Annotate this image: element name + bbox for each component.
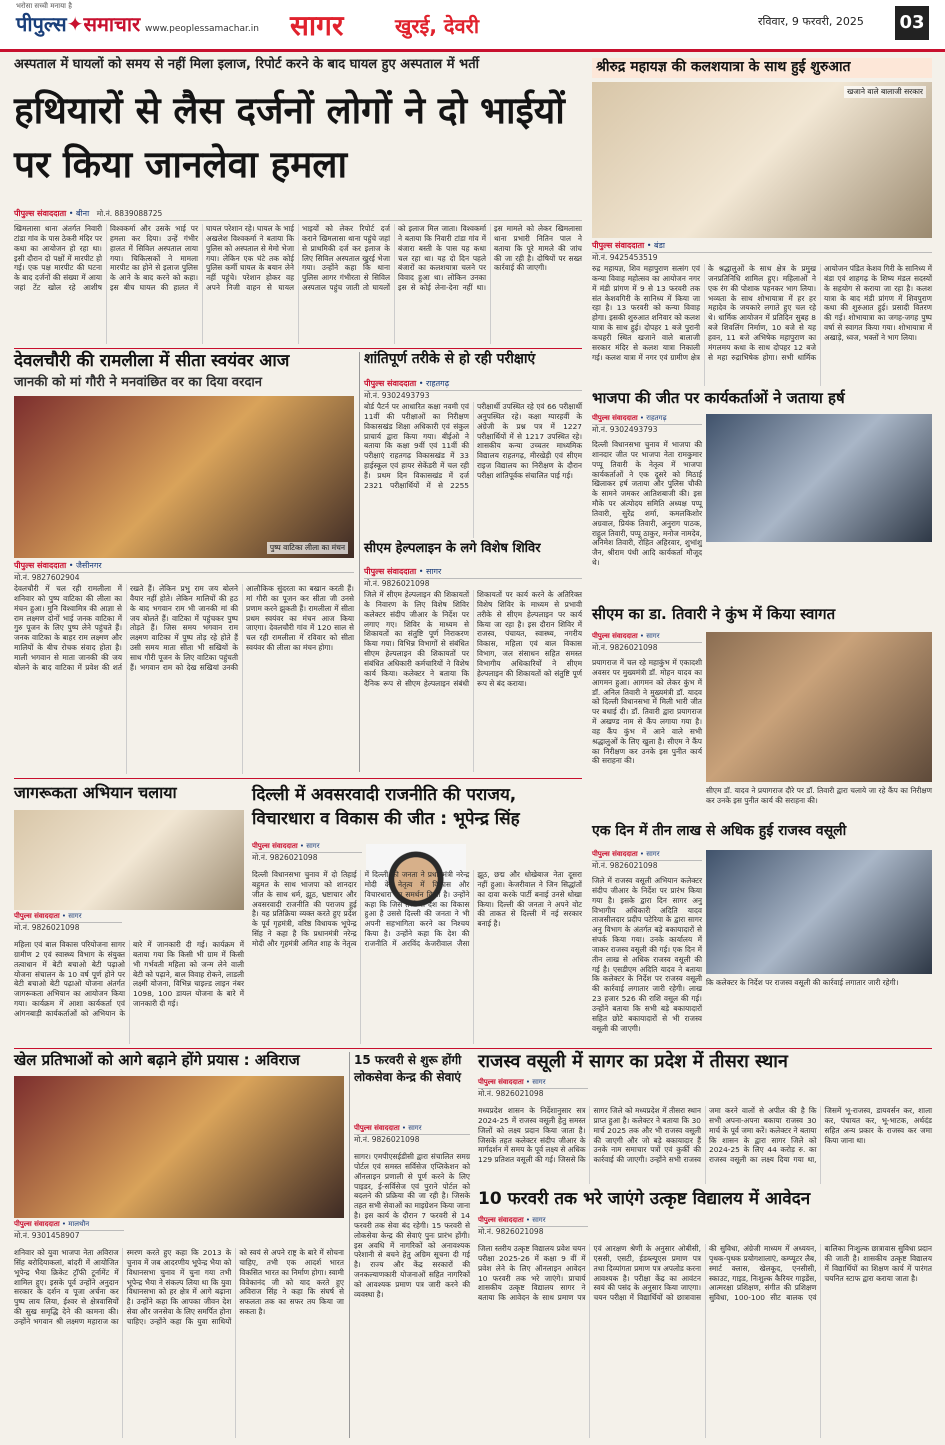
reporter-name: पीपुल्स संवाददाता: [592, 241, 645, 250]
divider: [14, 348, 582, 349]
helpline-byline: पीपुल्स संवाददाता • सागर मो.नं. 9826021098: [364, 566, 582, 588]
kumbh-headline-wrap: [592, 606, 932, 628]
exams-headline-wrap: [364, 352, 582, 376]
brand-part-a: पीपुल्स: [16, 12, 67, 36]
ramleela-photo-caption: पुष्प वाटिका लीला का मंचन: [267, 542, 348, 554]
sports-body: शनिवार को युवा भाजपा नेता अविराज सिंह बरोदियाकलां, बांदरी में आयोजित भूपेन्द्र भैया क्रिकेट ट्रॉफी टूर्नामेंट में शामिल हुए। इसके पूर्व उन्होंने अनुदान सरकार के दर्शन व पूजा अर्चना कर पुष्प लाय लिया, ईश्वर से क्षेत्रवासियों की सुख समृद्धि देने की कामना की। उन्होंने भगवान श्री लक्ष्मण महाराज का स्मरण करते हुए कहा कि 2013 के चुनाव में जब आदरणीय भूपेन्द्र भैया को विधानसभा चुनाव में चुना गया तभी भूपेन्द्र भैया ने संकल्प लिया था कि युवा विधानसभा को हर क्षेत्र में आगे बढ़ाना है। उन्होंने कहा कि आपका जीवन देश सेवा और जनसेवा के लिए समर्पित होना चाहिए। उन्होंने कहा कि युवा साथियों को स्वयं से अपने राष्ट्र के बारे में सोचना चाहिए, तभी एक आदर्श भारत विकसित भारत का निर्माण होगा। स्वामी विवेकानंद जी को याद करते हुए अविराज सिंह ने कहा कि संघर्ष से सफलता तक का सफर तय किया जा सकता है।: [14, 1248, 344, 1326]
bjp-byline: पीपुल्स संवाददाता • राहतगढ़ मो.नं. 9302493793: [592, 414, 702, 438]
divider: [14, 778, 582, 779]
reporter-mobile: मो.नं. 9826021098: [14, 923, 80, 932]
edition-subcity: खुरई, देवरी: [395, 14, 480, 38]
lead-body: खिमलासा थाना अंतर्गत निवारी टांडा गांव के पास ठेकरी मंदिर पर कथा का आयोजन हो रहा था। इसी दौरान दो पक्षों में मारपीट हो गई। एक पक्ष मारपीट की घटना के बाद दर्जनों की संख्या में आया जहां टेंट खोल रहे आशीष विश्वकर्मा और उसके भाई पर हमला कर दिया। उन्हें गंभीर हालत में सिविल अस्पताल लाया गया। चिकित्सकों ने मामला मारपीट का होने से इलाज पुलिस के आने के बाद करने को कहा। इस बीच घायल की हालत में घायल परेशान रहे। घायल के भाई अखलेश विश्वकर्मा ने बताया कि पुलिस को अस्पताल से मेमो भेजा गया। लेकिन एक घंटे तक कोई पुलिस कर्मी घायल के बयान लेने नहीं पहुंचे। परेशान होकर वह अपने निजी वाहन से घायल भाइयों को लेकर रिपोर्ट दर्ज कराने खिमलासा थाना पहुंचे जहां से प्राथमिकी दर्ज कर इलाज के लिए सिविल अस्पताल खुरई भेजा गया। उन्होंने कहा कि थाना पुलिस आगर गंभीरता से सिविल अस्पताल पहुंच जाती तो घायलों को इलाज मिल जाता। विश्वकर्मा ने बताया कि निवारी टांडा गांव में बंजारा बस्ती के पास यह कथा चल रहा था। यह दो दिन पहले बंजारों का कलशयात्रा चलने पर विवाद हुआ था। लोकिन उनका इस से कोई लेना-देना नहीं था। इस मामले को लेकर खिमलासा थाना प्रभारी नितिन पाल ने बताया कि पूरे मामले की जांच की जा रही है। दोषियों पर सख्त कार्रवाई की जाएगी।: [14, 224, 582, 293]
revenue-rank-headline-wrap: [478, 1052, 932, 1076]
lokseva-byline: पीपुल्स संवाददाता • सागर मो.नं. 9826021098: [354, 1124, 470, 1150]
revenue-byline: पीपुल्स संवाददाता • सागर मो.नं. 9826021098: [592, 850, 702, 874]
ramleela-byline: पीपुल्स संवाददाता • जैसीनगर मो.नं. 9827602904: [14, 560, 354, 582]
dateline-place: सागर: [68, 912, 82, 920]
column-rule: [349, 1052, 350, 1438]
bjp-headline[interactable]: भाजपा की जीत पर कार्यकर्ताओं ने जताया हर्ष: [592, 389, 845, 407]
reporter-name: पीपुल्स संवाददाता: [592, 414, 638, 422]
reporter-mobile: मो.नं. 9826021098: [592, 861, 658, 870]
reporter-mobile: मो.नं. 9826021098: [252, 853, 318, 862]
lokseva-headline[interactable]: 15 फरवरी से शुरू होंगी लोकसेवा केन्द्र की सेवाएं: [354, 1053, 462, 1084]
bjp-photo: [706, 414, 932, 542]
revenue-photo-caption: कि कलेक्टर के निर्देश पर राजस्व वसूली की कार्रवाई लगातार जारी रहेगी।: [706, 978, 899, 987]
kalash-headline[interactable]: श्रीरुद्र महायज्ञ की कलशयात्रा के साथ हुई शुरुआत: [596, 59, 851, 75]
reporter-name: पीपुल्स संवाददाता: [478, 1078, 524, 1086]
page-number: 03: [895, 6, 929, 40]
reporter-name: पीपुल्स संवाददाता: [354, 1124, 400, 1132]
sports-photo: [14, 1076, 344, 1218]
kalash-photo: [592, 82, 932, 238]
delhi-headline[interactable]: दिल्ली में अवसरवादी राजनीति की पराजय, विचारधारा व विकास की जीत : भूपेन्द्र सिंह: [252, 785, 520, 829]
kumbh-photo-caption: सीएम डॉ. यादव ने प्रयागराज दौरे पर डॉ. तिवारी द्वारा चलाये जा रहे कैंप का निरीक्षण कर उनके इस पुनीत कार्य की सराहना की।: [706, 786, 932, 805]
dateline-place: सागर: [532, 1078, 546, 1086]
ramleela-deck: जानकी को मां गौरी ने मनवांछित वर का दिया वरदान: [14, 375, 262, 390]
reporter-mobile: मो.नं. 9301458907: [14, 1231, 80, 1240]
sports-byline: पीपुल्स संवाददाता • मालथौन मो.नं. 9301458907: [14, 1220, 124, 1246]
brand-divider-icon: ✦: [66, 12, 84, 36]
reporter-name: पीपुल्स संवाददाता: [14, 912, 60, 920]
ramleela-headline-wrap: [14, 352, 354, 374]
revenue-photo: [706, 850, 932, 974]
lead-kicker-wrap: [14, 58, 582, 80]
ramleela-photo: [14, 396, 354, 558]
ramleela-deck-wrap: [14, 376, 354, 392]
delhi-headline-wrap: [252, 784, 582, 840]
dateline-place: सागर: [532, 1216, 546, 1224]
dateline-place: सागर: [426, 567, 442, 576]
kalash-body: रुद्र महायज्ञ, शिव महापुराण सत्संग एवं कन्या विवाह महोत्सव का आयोजन नगर में मंडी प्रांगण में 9 से 13 फरवरी तक संत केशवगिरी के सानिध्य में किया जा रहा है। 13 फरवरी को कन्या विवाह होगा। इसकी शुरुआत शनिवार को कलश यात्रा के साथ हुई। दोपहर 1 बजे पुरानी कचहरी स्थित खजाने वाले बालाजी सरकार मंदिर से कलश यात्रा निकाली गई। कलश यात्रा में नगर एवं ग्रामीण क्षेत्र के श्रद्धालुओं के साथ क्षेत्र के प्रमुख जनप्रतिनिधि शामिल हुए। महिलाओं ने एक रंग की पोशाक पहनकर भाग लिया। भव्यता के साथ शोभायात्रा में हर हर महादेव के जयकारे लगाते हुए चल रहे थे। धार्मिक आयोजन में प्रतिदिन सुबह 8 बजे शिवलिंग निर्माण, 10 बजे से यह हवन, 11 बजे अभिषेक महापुराण का मंगलमय कथा के साथ दोपहर 12 बजे से महा रुद्राभिषेक होगा। सभी धार्मिक आयोजन पंडित केशव गिरी के सानिध्य में बंडा एवं शाहगढ़ के शिष्य मंडल सदस्यों के सहयोग से कराया जा रहा है। कलश यात्रा के बाद मंडी प्रांगण में शिवपुराण कथा की शुरुआत हुई। प्रसादी वितरण की गई। शोभायात्रा का जगह-जगह पुष्प वर्षा से स्वागत किया गया। शोभायात्रा में अखाड़े, ध्वज, भक्तों ने भाग लिया।: [592, 264, 932, 362]
reporter-mobile: मो.नं. 9302493793: [592, 425, 658, 434]
schools-headline-wrap: [478, 1190, 932, 1214]
delhi-byline: पीपुल्स संवाददाता • सागर मो.नं. 9826021098: [252, 842, 362, 868]
sports-headline[interactable]: खेल प्रतिभाओं को आगे बढ़ाने होंगे प्रयास : अविराज: [14, 1051, 300, 1069]
lokseva-body: सागर। एमपीएसईडीसी द्वारा संचालित समग्र पोर्टल एवं समस्त सर्विसेज एप्लिकेशन को ऑनलाइन प्रणाली से पूर्ण करने के लिए पाइडर, ई-सर्विसेज एवं पुराने पोर्टल को बदलने की प्रक्रिया की जा रही है। जिसके तहत सभी सेवाओं का माइग्रेशन किया जाना है। इस कार्य के दौरान 7 फरवरी से 14 फरवरी तक सेवा बंद रहेगी। 15 फरवरी से लोकसेवा केन्द्र की सेवाएं पुनः प्रारंभ होंगी। इस अवधि में नागरिकों को अनावश्यक परेशानी से बचने हेतु अग्रिम सूचना दी गई है। राज्य और केंद्र सरकारों की जनकल्याणकारी योजनाओं सहित नागरिकों को आवश्यक प्रमाण पत्र जारी करने की व्यवस्था है।: [354, 1152, 470, 1299]
exams-body: बोर्ड पैटर्न पर आधारित कक्षा नवमी एवं 11वीं की परीक्षाओं का निरीक्षण विकासखंड शिक्षा अधिकारी एवं संकुल प्राचार्य द्वारा किया गया। बीईओ ने बताया कि कक्षा 9वीं एवं 11वीं की परीक्षाएं राहतगढ़ विकासखंड में 33 हाईस्कूल एवं हायर सेकेंडरी में चल रही हैं। प्रथम दिन विकासखंड में दर्ज 2321 परीक्षार्थियों में से 2255 परीक्षार्थी उपस्थित रहे एवं 66 परीक्षार्थी अनुपस्थित रहे। कक्षा ग्यारहवीं के अंग्रेजी के प्रश्न पत्र में 1227 परीक्षार्थियों में से 1217 उपस्थित रहे। शासकीय कन्या उच्चतर माध्यमिक विद्यालय राहतगढ़, मीरखेड़ी एवं सीएम राइज विद्यालय का निरीक्षण के दौरान परीक्षा शांतिपूर्वक संचालित पाई गई।: [364, 402, 582, 490]
dateline-place: राहतगढ़: [426, 379, 450, 388]
newspaper-logo[interactable]: [16, 10, 140, 37]
revenue-rank-byline: पीपुल्स संवाददाता • सागर मो.नं. 9826021098: [478, 1078, 588, 1104]
sports-headline-wrap: [14, 1052, 344, 1074]
helpline-body: जिले में सीएम हेल्पलाइन की शिकायतों के निवारण के लिए विशेष शिविर कलेक्टर संदीप जीआर के निर्देश पर लगाए गए। शिविर के माध्यम से शिकायतों का संतुष्टि पूर्ण निराकरण किया गया। विभिन्न विभागों से संबंधित सीएम हेल्पलाइन की शिकायतों पर संबंधित अधिकारी कर्मचारियों ने विशेष कार्य किया। कलेक्टर ने बताया कि दैनिक रूप से सीएम हेल्पलाइन संबंधी शिकायतों पर कार्य करने के अतिरिक्त विशेष शिविर के माध्यम से प्रभावी तरीके से सीएम हेल्पलाइन पर कार्य किया जा रहा है। इस दौरान शिविर में राजस्व, पंचायत, स्वास्थ्य, नगरीय विकास, महिला एवं बाल विकास विभाग, जल संसाधन सहित समस्त विभागीय अधिकारियों ने सीएम हेल्पलाइन की शिकायतों को संतुष्टि पूर्ण रूप से बंद कराया।: [364, 590, 582, 688]
reporter-name: पीपुल्स संवाददाता: [252, 842, 298, 850]
dateline-place: बीना: [76, 209, 90, 218]
kumbh-photo: [706, 632, 932, 782]
lead-headline-wrap: [14, 84, 582, 202]
schools-headline[interactable]: 10 फरवरी तक भरे जाएंगे उत्कृष्ट विद्यालय में आवेदन: [478, 1189, 811, 1209]
lead-kicker: अस्पताल में घायलों को समय से नहीं मिला इलाज, रिपोर्ट करने के बाद घायल हुए अस्पताल में भर्ती: [14, 57, 479, 72]
lead-headline[interactable]: हथियारों से लैस दर्जनों लोगों ने दो भाईयों पर किया जानलेवा हमला: [14, 89, 565, 186]
reporter-name: पीपुल्स संवाददाता: [592, 850, 638, 858]
exams-headline[interactable]: शांतिपूर्ण तरीके से हो रही परीक्षाएं: [364, 351, 536, 367]
issue-date: रविवार, 9 फरवरी, 2025: [758, 15, 864, 28]
kalash-headline-wrap: [592, 58, 932, 78]
exams-byline: पीपुल्स संवाददाता • राहतगढ़ मो.नं. 9302493793: [364, 378, 582, 400]
dateline-place: मालथौन: [68, 1220, 90, 1228]
ramleela-body: देवलचौरी में चल रही रामलीला में शनिवार को पुष्प वाटिका की लीला का मंचन हुआ। मुनि विश्वामित्र की आज्ञा से राम लक्ष्मण दोनों भाई जनक वाटिका में गुरु पूजन के लिए पुष्प लेने पहुंचते हैं। जनक वाटिका के बाहर राम लक्ष्मण और मालियों के बीच रोचक संवाद होता है। माली भगवान से माता जानकी की जय बोलने के बाद वाटिका में प्रवेश की शर्त रखते हैं। लेकिन प्रभु राम जय बोलने वैयार नहीं होते। लेकिन मालियों की हठ के बाद भगवान राम भी जानकी मां की जय बोलते हैं। वाटिका में पहुंचकर पुष्प तोड़ते हैं। जिस समय भगवान राम लक्ष्मण वाटिका में पुष्प तोड़ रहे होते हैं उसी समय माता सीता भी सखियों के साथ गौरी पूजन के लिए वाटिका पहुंचती हैं। भगवान राम को देख सखियां उनकी आलौकिक सुंदरता का बखान करती हैं। मां गौरी का पूजन कर सीता जी उनसे प्रणाम करने झुकती हैं। रामलीला में सीता प्रथम स्वयंवर का मंचन आज किया जाएगा। देवलचौरी गांव में 120 साल से चल रही रामलीला में रविवार को सीता स्वयंवर की लीला का मंचन होगा।: [14, 584, 354, 672]
awareness-photo: [14, 810, 244, 910]
reporter-mobile: मो.नं. 9826021098: [364, 579, 430, 588]
dateline-place: सागर: [408, 1124, 422, 1132]
lokseva-headline-wrap: [354, 1052, 470, 1122]
dateline-place: सागर: [646, 632, 660, 640]
reporter-name: पीपुल्स संवाददाता: [14, 1220, 60, 1228]
awareness-headline[interactable]: जागरूकता अभियान चलाया: [14, 783, 177, 802]
kumbh-body: प्रयागराज में चल रहे महाकुंभ में एकादशी अवसर पर मुख्यमंत्री डॉ. मोहन यादव का आगमन हुआ। आगमन को लेकर कुंभ में डॉ. अनिल तिवारी ने मुख्यमंत्री डॉ. यादव को दिल्ली विधानसभा में मिली भारी जीत पर बधाई दी। डॉ. तिवारी द्वारा प्रयागराज में अखण्ड नाम से कैंप लगाया गया है। वह कैंप कुंभ में आने वाले सभी श्रद्धालुओं के लिए खुला है। सीएम ने कैंप का निरीक्षण कर उनके इस पुनीत कार्य की सराहना की।: [592, 658, 702, 766]
site-url[interactable]: www.peoplessamachar.in: [145, 24, 259, 34]
reporter-mobile: मो.नं. 9826021098: [478, 1089, 544, 1098]
awareness-body: महिला एवं बाल विकास परियोजना सागर ग्रामीण 2 एवं स्वास्थ्य विभाग के संयुक्त तत्वाधान में बेटी बचाओ बेटी पढ़ाओ योजना संचालन के 10 वर्ष पूर्ण होने पर बेटी बचाओ बेटी पढ़ाओ योजना अंतर्गत जागरूकता अभियान का आयोजन किया गया। कार्यक्रम में आशा कार्यकर्ता एवं आंगनबाड़ी कार्यकर्ताओं को अभियान के बारे में जानकारी दी गई। कार्यक्रम में बताया गया कि किसी भी ग्राम में किसी भी गर्भवती महिला को जन्म लेने वाली बेटी को पढ़ाने, बाल विवाह रोकने, लाडली लक्ष्मी योजना, विभिन्न चाइल्ड लाइन नंबर 1098, 100 डायल योजना के बारे में जानकारी दी गई।: [14, 940, 244, 1018]
dateline-place: बंडा: [654, 241, 665, 250]
reporter-name: पीपुल्स संवाददाता: [478, 1216, 524, 1224]
helpline-headline-wrap: [364, 542, 582, 564]
reporter-mobile: मो.नं. 9827602904: [14, 573, 80, 582]
reporter-name: पीपुल्स संवाददाता: [592, 632, 638, 640]
helpline-headline[interactable]: सीएम हेल्पलाइन के लगे विशेष शिविर: [364, 541, 541, 556]
bjp-body: दिल्ली विधानसभा चुनाव में भाजपा की शानदार जीत पर भाजपा नेता रामकुमार पप्पू तिवारी के नेतृत्व में भाजपा कार्यकर्ताओं ने एक दूसरे को मिठाई खिलाकर हर्ष जताया और पुलिस चौकी के सामने जमकर आतिशबाजी की। इस मौके पर अंत्योदय समिति अध्यक्ष पप्पू तिवारी, सुरेंद्र शर्मा, कमलकिशोर अग्रवाल, प्रियंक तिवारी, अनुराग पाठक, राहुल तिवारी, पप्पू ठाकुर, मनोज नामदेव, अनिमेश तिवारी, रोहित अहिरवार, शुभांशु जैन, श्रीराम पंथी आदि कार्यकर्ता मौजूद थे।: [592, 440, 702, 568]
masthead-tagline: भरोसा सच्ची मनाया है: [16, 2, 72, 10]
reporter-name: पीपुल्स संवाददाता: [364, 567, 417, 576]
bjp-headline-wrap: [592, 390, 932, 412]
dateline-place: राहतगढ़: [646, 414, 667, 422]
revenue-body: जिले में राजस्व वसूली अभियान कलेक्टर संदीप जीआर के निर्देश पर प्रारंभ किया गया है। इसके द्वारा दिन सागर अनु विभागीय अधिकारी अदिति यादव ताजसीलदार प्रदीप पटेरिया के द्वारा सागर अनु विभाग के अंतर्गत बड़े बकायादारों से संपर्क किया गया। उनके कार्यालय में जाकर राजस्व वसूली की गई। एक दिन में तीन लाख से अधिक राजस्व वसूली की गई है। एसडीएम अदिति यादव ने बताया कि कलेक्टर के निर्देश पर राजस्व वसूली की कार्रवाई लगातार जारी रहेगी। लाख 23 हजार 526 की राशि वसूल की गई। उन्होंने बताया कि सभी बड़े बकायादारों सहित छोटे बकायादारों से भी राजस्व वसूली की जाएगी।: [592, 876, 702, 1033]
kalash-byline: पीपुल्स संवाददाता • बंडा मो.नं. 9425453519: [592, 240, 932, 262]
revenue-headline-wrap: [592, 824, 932, 846]
delhi-body: दिल्ली विधानसभा चुनाव में दो तिहाई बहुमत के साथ भाजपा को शानदार जीत के साथ धर्म, झूठ, भ्रष्टाचार और अवसरवादी राजनीति की पराजय हुई है। यह प्रतिक्रिया व्यक्त करते हुए प्रदेश के पूर्व गृहमंत्री, वरिष्ठ विधायक भूपेन्द्र सिंह ने कहा है कि प्रधानमंत्री नरेन्द्र मोदी और गृहमंत्री अमित शाह के नेतृत्व में दिल्ली की जनता ने प्रधानमंत्री नरेन्द्र मोदी के नेतृत्व में विकास और विचारधारा का समर्थन किया है। उन्होंने कहा कि जिस तेजी से देश का विकास हुआ है उससे दिल्ली की जनता ने भी अपनी सहभागिता करने का निश्चय किया है। उन्होंने कहा कि देश की राजनीति में अरविंद केजरीवाल जैसा झूठ, छद्म और धोखेबाज नेता दूसरा नहीं हुआ। केजरीवाल ने जिन सिद्धांतों का दावा करके पार्टी बनाई उनसे धोखा किया। दिल्ली की जनता ने अपने वोट की ताकत से दिल्ली में नई सरकार बनाई है।: [252, 870, 582, 948]
reporter-name: पीपुल्स संवाददाता: [364, 379, 417, 388]
kumbh-headline[interactable]: सीएम का डा. तिवारी ने कुंभ में किया स्वागत: [592, 605, 836, 623]
kalash-photo-caption: खजाने वाले बालाजी सरकार: [844, 86, 926, 98]
reporter-mobile: मो.नं. 9425453519: [592, 253, 658, 262]
reporter-name: पीपुल्स संवाददाता: [14, 209, 67, 218]
reporter-mobile: मो.नं. 8839088725: [96, 209, 163, 218]
lead-byline: पीपुल्स संवाददाता • बीना मो.नं. 8839088725: [14, 208, 582, 221]
reporter-mobile: मो.नं. 9302493793: [364, 391, 430, 400]
kumbh-byline: पीपुल्स संवाददाता • सागर मो.नं. 9826021098: [592, 632, 702, 656]
awareness-headline-wrap: [14, 784, 244, 806]
schools-body: जिला स्तरीय उत्कृष्ट विद्यालय प्रवेश चयन परीक्षा 2025-26 में कक्षा 9 वीं में प्रवेश लेने के लिए ऑनलाइन आवेदन 10 फरवरी तक भरे जाएंगे। प्राचार्य शासकीय उत्कृष्ट विद्यालय सागर ने बताया कि आवेदन के साथ प्रमाण पत्र एवं आरक्षण श्रेणी के अनुसार ओबीसी, एससी, एसटी, ईडब्ल्यूएस प्रमाण पत्र तथा दिव्यांगता प्रमाण पत्र अपलोड करना आवश्यक है। परीक्षा केंद्र का आवंटन स्वयं की पसंद के अनुसार किया जाएगा। चयन परीक्षा में विद्यार्थियों को छात्रावास की सुविधा, अंग्रेजी माध्यम में अध्ययन, पृथक-पृथक प्रयोगशालाएं, कम्प्यूटर लैब, स्मार्ट क्लास, खेलकूद, एनसीसी, स्काउट, गाइड, निःशुल्क कैरियर गाइडेंस, आत्मरक्षा प्रशिक्षण, संगीत की प्रशिक्षण सुविधा, 100-100 सीट बालक एवं बालिका निःशुल्क छात्रावास सुविधा प्रदान की जाती है। शासकीय उत्कृष्ट विद्यालय में विद्यार्थियों का शिक्षण कार्य में पारंगत चयनित स्टाफ द्वारा कराया जाता है।: [478, 1244, 932, 1303]
divider: [14, 1048, 932, 1049]
masthead: [0, 0, 945, 52]
reporter-mobile: मो.नं. 9826021098: [478, 1227, 544, 1236]
revenue-rank-headline[interactable]: राजस्व वसूली में सागर का प्रदेश में तीसरा स्थान: [478, 1051, 788, 1072]
reporter-mobile: मो.नं. 9826021098: [592, 643, 658, 652]
brand-part-b: समाचार: [83, 12, 141, 36]
edition-city: सागर: [290, 9, 344, 42]
revenue-rank-body: मध्यप्रदेश शासन के निर्देशानुसार सत्र 2024-25 में राजस्व वसूली हेतु समस्त जिलों को लक्ष्य प्रदान किया जाता है। जिसके तहत कलेक्टर संदीप जीआर के मार्गदर्शन में समय के पूर्व लक्ष्य से अधिक 129 प्रतिशत वसूली की गई। जिससे कि सागर जिले को मध्यप्रदेश में तीसरा स्थान प्राप्त हुआ है। कलेक्टर ने बताया कि 30 मार्च 2025 तक और भी राजस्व वसूली की जाएगी और जो बड़े बकायादार हैं उनके नाम समाचार पत्रों एवं कुर्की की कार्रवाई की जाएगी। उन्होंने सभी राजस्व जमा करने वालों से अपील की है कि सभी अपना-अपना बकाया राजस्व 30 मार्च के पूर्व जमा करें। कलेक्टर ने बताया कि शासन के द्वारा सागर जिले को 2024-25 के लिए 44 करोड़ रु. का राजस्व वसूली का लक्ष्य दिया गया था, जिसमें भू-राजस्व, डायवर्सन कर, शाला कर, पंचायत कर, भू-भाटक, अर्थदंड सहित अन्य प्रकार के राजस्व कर जमा किया जाना था।: [478, 1106, 932, 1165]
reporter-name: पीपुल्स संवाददाता: [14, 561, 67, 570]
column-rule: [359, 352, 360, 772]
revenue-headline[interactable]: एक दिन में तीन लाख से अधिक हुई राजस्व वसूली: [592, 823, 847, 839]
dateline-place: जैसीनगर: [76, 561, 102, 570]
reporter-mobile: मो.नं. 9826021098: [354, 1135, 420, 1144]
dateline-place: सागर: [306, 842, 320, 850]
schools-byline: पीपुल्स संवाददाता • सागर मो.नं. 9826021098: [478, 1216, 588, 1242]
awareness-byline: पीपुल्स संवाददाता • सागर मो.नं. 9826021098: [14, 912, 122, 938]
dateline-place: सागर: [646, 850, 660, 858]
ramleela-headline[interactable]: देवलचौरी की रामलीला में सीता स्वयंवर आज: [14, 351, 290, 371]
